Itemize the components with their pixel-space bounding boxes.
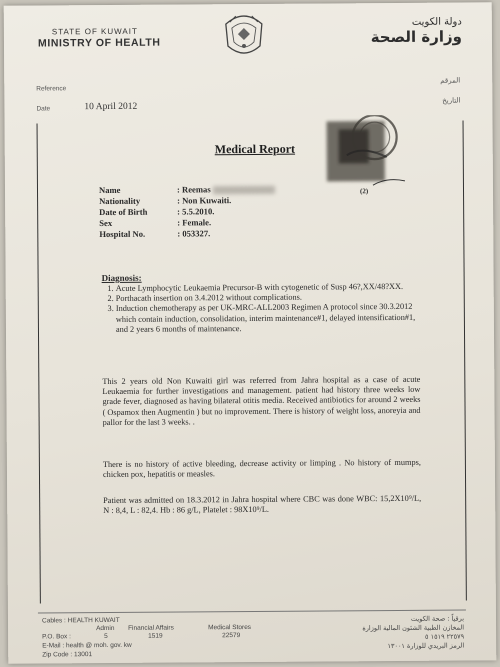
footer-ar bbox=[362, 615, 464, 652]
patient-value: : 5.5.2010. bbox=[177, 206, 215, 217]
footer-zip: Zip Code : 13001 bbox=[42, 651, 93, 659]
patient-label: Nationality bbox=[99, 195, 141, 207]
patient-row bbox=[99, 228, 275, 240]
footer-col-admin: Admin bbox=[96, 624, 115, 633]
report-title: Medical Report bbox=[214, 141, 296, 157]
admission-paragraph: Patient was admitted on 18.3.2012 in Jahra hospital where CBC was done WBC: 15,2X10⁹/L, N : 8,4, L : 82,4. Hb : 86 g/L, Platelet : 98X10⁹/L. bbox=[103, 493, 422, 516]
patient-info bbox=[99, 184, 275, 240]
state-name-ar: دولة الكويت bbox=[411, 16, 462, 28]
footer-email: E-Mail : health @ moh. gov. kw bbox=[42, 641, 132, 650]
patient-label: Name bbox=[98, 184, 121, 196]
patient-label: Hospital No. bbox=[99, 228, 146, 240]
footer-col-stores: Medical Stores bbox=[208, 623, 252, 632]
date-value: 10 April 2012 bbox=[84, 101, 138, 113]
ministry-name-en: MINISTRY OF HEALTH bbox=[37, 36, 161, 50]
patient-row bbox=[99, 184, 275, 196]
patient-label: Sex bbox=[99, 217, 113, 229]
footer-pobox-admin: 5 bbox=[104, 633, 108, 641]
diagnosis-list bbox=[102, 282, 418, 335]
footer-pobox-financial: 1519 bbox=[148, 632, 163, 640]
letterhead-ar bbox=[371, 17, 462, 47]
footer-ar-pobox: ٢٢٥٧٩ ١٥١٩ ٥ bbox=[425, 632, 465, 641]
footer-divider bbox=[38, 609, 466, 613]
footer-pobox-stores: 22579 bbox=[222, 632, 241, 640]
date-label: Date bbox=[36, 105, 51, 113]
patient-value: : Reemas bbox=[176, 184, 211, 195]
history-paragraph: This 2 years old Non Kuwaiti girl was referred from Jahra hospital as a case of acute Leukaemia for further investigations and management. patient had history three weeks low grade fever, diagnosed as having bilateral otitis media. Received antibiotics for around 2 weeks ( Ospamox then Augmentin ) but no improvement. There is history of weight loss, anoreyia and pallor for the last 3 weeks. . bbox=[102, 374, 421, 427]
footer-cables: Cables : HEALTH KUWAIT bbox=[41, 616, 120, 625]
reference-label: Reference bbox=[36, 85, 67, 93]
reference-label-ar: المرقم bbox=[440, 76, 461, 85]
state-name-en: STATE OF KUWAIT bbox=[51, 26, 138, 37]
footer-pobox-label: P.O. Box : bbox=[42, 633, 71, 641]
kuwait-emblem-icon bbox=[216, 10, 272, 62]
diagnosis-item: 3. Induction chemotherapy as per UK-MRC-ALL2003 Regimen A protocol since 30.3.2012 which contain induction, consolidation, interim maintenance#1, delayed intensification#1, and 2 years 6 months of maintenance. bbox=[116, 302, 418, 335]
negative-history-paragraph: There is no history of active bleeding, decrease activity or limping . No history of mumps, chicken pox, hepatitis or measles. bbox=[102, 457, 421, 480]
patient-value: : Female. bbox=[177, 217, 212, 228]
patient-label: Date of Birth bbox=[99, 206, 148, 218]
redaction-blur bbox=[213, 186, 275, 194]
footer-ar-zip: الرمز البريدي للوزارة ١٣٠٠١ bbox=[387, 641, 465, 651]
patient-value: : Non Kuwaiti. bbox=[177, 195, 232, 206]
letterhead-en bbox=[38, 27, 161, 50]
footer-ar-cables: برقياً : صحة الكويت bbox=[411, 614, 465, 623]
footer-col-financial: Financial Affairs bbox=[128, 624, 174, 632]
document-page bbox=[4, 2, 497, 663]
photo-stamp-icon bbox=[316, 115, 417, 196]
stamp-mark: (2) bbox=[359, 187, 369, 196]
diagnosis-item: 2. Porthacath insertion on 3.4.2012 without complications. bbox=[116, 292, 418, 304]
diagnosis-heading: Diagnosis: bbox=[101, 272, 142, 284]
date-label-ar: التاريخ bbox=[442, 96, 461, 105]
ministry-name-ar: وزارة الصحة bbox=[370, 27, 462, 47]
patient-value: : 053327. bbox=[177, 228, 211, 239]
diagnosis-item: 1. Acute Lymphocytic Leukaemia Precursor-B with cytogenetic of Susp 46?,XX/48?XX. bbox=[116, 282, 418, 294]
footer-ar-cols: المخازن الطبية الشئون المالية الوزارة bbox=[362, 623, 465, 633]
